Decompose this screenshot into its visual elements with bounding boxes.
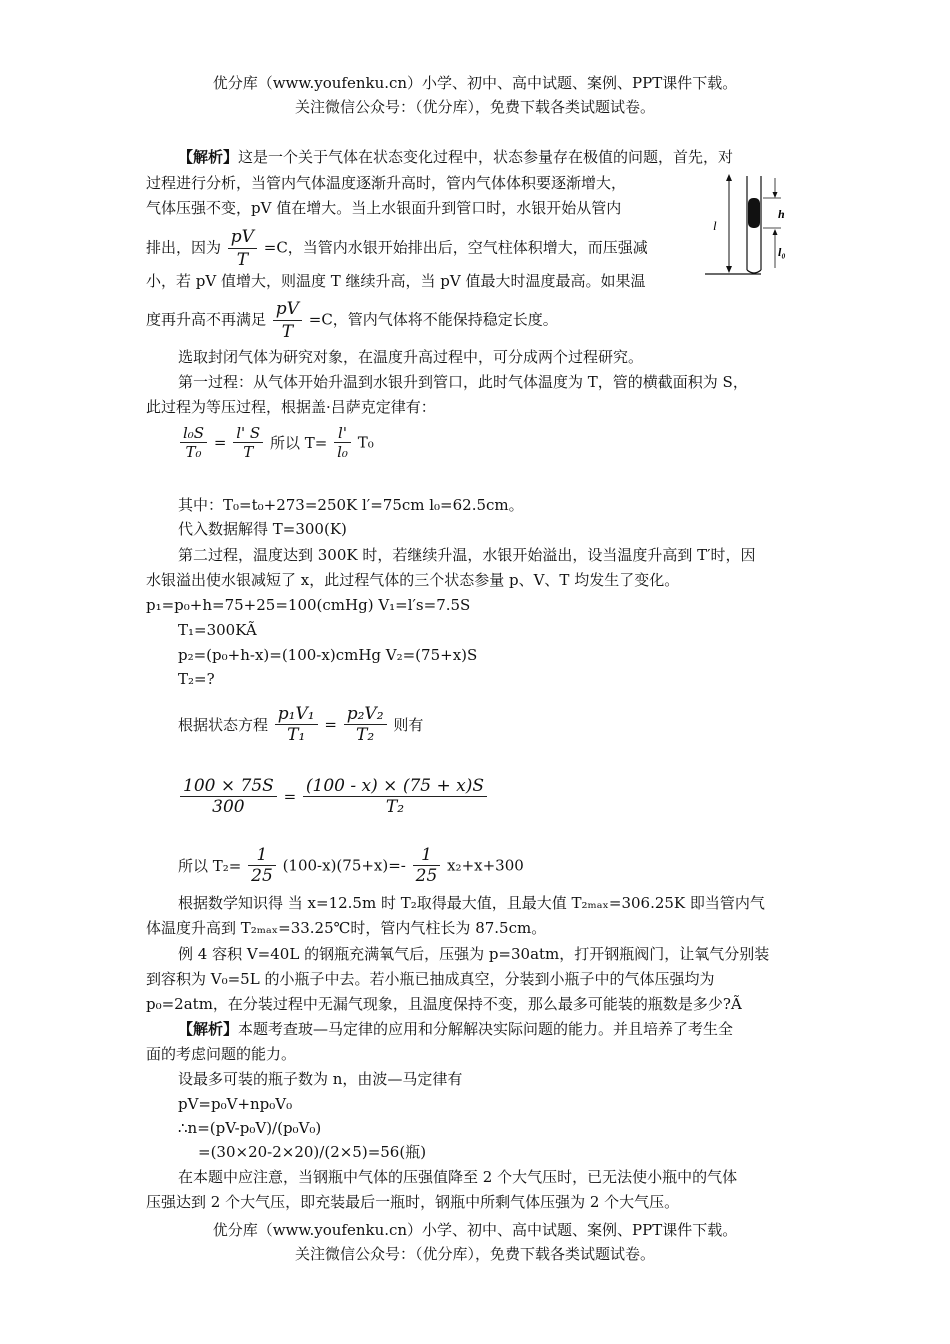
analysis-line-3: 气体压强不变，pV 值在增大。当上水银面升到管口时，水银开始从管内 — [146, 199, 622, 217]
frac-100x75s-300: $\frac{100 \times 75S}{300}$ — [180, 776, 277, 817]
label-l: l — [713, 218, 717, 233]
given-values: 其中：T₀=t₀+273=250K l′=75cm l₀=62.5cm。 — [178, 496, 524, 514]
label-h: h — [778, 207, 785, 221]
example4-eq-3: =(30×20-2×20)/(2×5)=56(瓶) — [198, 1143, 427, 1161]
equation-gay-lussac: $\frac{\text{l₀S}}{\text{T₀}}$ = $\frac{l' S}{T}$ 所以 T= $\frac{l'}{\text{l₀}}$ T₀ — [178, 424, 374, 461]
example4-note-2: 压强达到 2 个大气压，即充装最后一瓶时，钢瓶中所剩气体压强为 2 个大气压。 — [146, 1193, 680, 1211]
state-1-pv: p₁=p₀+h=75+25=100(cmHg) V₁=l′s=7.5S — [146, 596, 471, 614]
example4-analysis-tag: 【解析】 — [178, 1020, 239, 1038]
process1-line-1: 第一过程：从气体开始升温到水银升到管口，此时气体温度为 T，管的横截面积为 S， — [178, 373, 748, 391]
state-1-t: T₁=300KÃ — [178, 621, 257, 639]
process1-line-2: 此过程为等压过程，根据盖·吕萨克定律有： — [146, 398, 436, 416]
fraction-pv-over-t: $\frac{pV}{T}$ — [228, 226, 257, 271]
analysis-line-1: 【解析】这是一个关于气体在状态变化过程中，状态参量存在极值的问题，首先，对 — [178, 148, 734, 166]
analysis-line-4: 排出，因为 $\frac{pV}{T}$ =C，当管内水银开始排出后，空气柱体积增大，而压强减 — [146, 227, 648, 270]
page-footer-line1: 优分库（www.youfenku.cn）小学、初中、高中试题、案例、PPT课件下载。 — [212, 1221, 738, 1239]
equation-substituted: $\frac{100 \times 75S}{300}$ = $\frac{(100 - x) \times (75 + x)S}{\text{T₂}}$ — [178, 776, 489, 817]
example4-note-1: 在本题中应注意，当钢瓶中气体的压强值降至 2 个大气压时，已无法使小瓶中的气体 — [178, 1168, 738, 1186]
example4-line-2: 到容积为 V₀=5L 的小瓶子中去。若小瓶已抽成真空，分装到小瓶子中的气体压强均为 — [146, 970, 715, 988]
tube-diagram — [703, 172, 808, 278]
mercury-column — [748, 198, 760, 228]
max-line-1: 根据数学知识得 当 x=12.5m 时 T₂取得最大值，且最大值 T₂ₘₐₓ=306.25K 即当管内气 — [178, 894, 765, 912]
state-equation: 根据状态方程 $\frac{\text{p₁V₁}}{\text{T₁}}$ = $\frac{\text{p₂V₂}}{\text{T₂}}$ 则有 — [178, 704, 424, 745]
example4-line-3: p₀=2atm，在分装过程中无漏气现象，且温度保持不变，那么最多可能装的瓶数是多少?Ã — [146, 995, 742, 1013]
l0-arrow-head — [773, 229, 778, 235]
frac-l-l0: $\frac{l'}{\text{l₀}}$ — [334, 424, 351, 461]
example4-analysis-1: 【解析】本题考查玻—马定律的应用和分解解决实际问题的能力。并且培养了考生全 — [178, 1020, 734, 1038]
example4-eq-1: pV=p₀V+np₀V₀ — [178, 1095, 293, 1113]
result-t: 代入数据解得 T=300(K) — [178, 520, 347, 538]
page-footer-line2: 关注微信公众号：（优分库），免费下载各类试题试卷。 — [294, 1245, 655, 1263]
h-arrow-head-top — [773, 192, 778, 198]
process2-line-2: 水银溢出使水银减短了 x，此过程气体的三个状态参量 p、V、T 均发生了变化。 — [146, 571, 680, 589]
frac-1-25-b: $\frac{1}{25}$ — [413, 845, 441, 886]
page-header-line1: 优分库（www.youfenku.cn）小学、初中、高中试题、案例、PPT课件下载。 — [212, 74, 738, 92]
fraction-pv-over-t-2: $\frac{pV}{T}$ — [273, 298, 302, 343]
process2-line-1: 第二过程，温度达到 300K 时，若继续升温，水银开始溢出，设当温度升高到 T′时，因 — [178, 546, 756, 564]
page-header-line2: 关注微信公众号：（优分库），免费下载各类试题试卷。 — [294, 98, 655, 116]
frac-ls-t: $\frac{l' S}{T}$ — [233, 424, 263, 461]
label-l0: l₀ — [778, 245, 786, 259]
frac-p1v1-t1: $\frac{\text{p₁V₁}}{\text{T₁}}$ — [275, 704, 318, 745]
max-line-2: 体温度升高到 T₂ₘₐₓ=33.25℃时，管内气柱长为 87.5cm。 — [146, 919, 547, 937]
analysis-tag: 【解析】 — [178, 148, 239, 166]
arrow-head-top — [726, 174, 732, 181]
analysis-line-5: 小，若 pV 值增大，则温度 T 继续升高，当 pV 值最大时温度最高。如果温 — [146, 272, 646, 290]
state-2-t: T₂=? — [178, 670, 215, 688]
example4-analysis-2: 面的考虑问题的能力。 — [146, 1045, 297, 1063]
analysis-line-2: 过程进行分析，当管内气体温度逐渐升高时，管内气体体积要逐渐增大， — [146, 174, 627, 192]
frac-1-25: $\frac{1}{25}$ — [248, 845, 276, 886]
arrow-head-bottom — [726, 266, 732, 273]
equation-t2: 所以 T₂= $\frac{1}{25}$ (100-x)(75+x)=- $\frac{1}{25}$ x₂+x+300 — [178, 845, 524, 886]
example4-line-1: 例 4 容积 V=40L 的钢瓶充满氧气后，压强为 p=30atm，打开钢瓶阀门，让氧气分别装 — [178, 945, 770, 963]
para-select-gas: 选取封闭气体为研究对象，在温度升高过程中，可分成两个过程研究。 — [178, 348, 644, 366]
frac-100-x-75-x-s-t2: $\frac{(100 - x) \times (75 + x)S}{\text{T₂}}$ — [303, 776, 487, 817]
state-2-pv: p₂=(p₀+h-x)=(100-x)cmHg V₂=(75+x)S — [178, 646, 478, 664]
example4-analysis-3: 设最多可装的瓶子数为 n，由波—马定律有 — [178, 1070, 463, 1088]
example4-eq-2: ∴n=(pV-p₀V)/(p₀V₀) — [178, 1119, 322, 1137]
tube-bottom — [747, 270, 761, 273]
analysis-line-6: 度再升高不再满足 $\frac{pV}{T}$ =C，管内气体将不能保持稳定长度。 — [146, 299, 558, 342]
frac-p2v2-t2: $\frac{\text{p₂V₂}}{\text{T₂}}$ — [344, 704, 387, 745]
frac-l0s-t0: $\frac{\text{l₀S}}{\text{T₀}}$ — [180, 424, 207, 461]
